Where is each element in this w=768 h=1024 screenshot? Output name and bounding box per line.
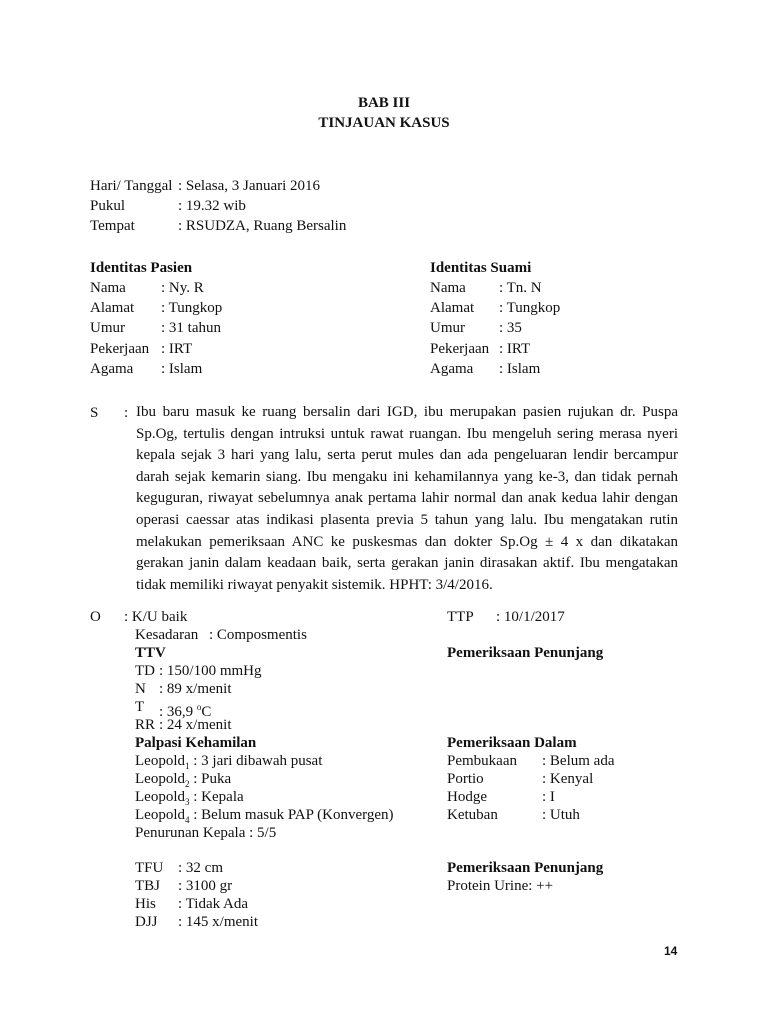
husband-age-value: : 35 bbox=[499, 320, 522, 336]
kesadaran-label: Kesadaran bbox=[135, 627, 199, 643]
husband-name-value: : Tn. N bbox=[499, 280, 542, 296]
ttp-value: : 10/1/2017 bbox=[496, 609, 565, 625]
patient-name-label: Nama bbox=[90, 280, 126, 296]
his-value: : Tidak Ada bbox=[178, 896, 249, 912]
t-value: : 36,9 bbox=[159, 704, 197, 720]
dalam-heading: Pemeriksaan Dalam bbox=[447, 735, 577, 751]
rr-label: RR bbox=[135, 717, 156, 733]
patient-religion-value: : Islam bbox=[161, 361, 203, 377]
ketuban-value: : Utuh bbox=[542, 807, 580, 823]
ttv-heading: TTV bbox=[135, 645, 166, 661]
hodge-value: : I bbox=[542, 789, 555, 805]
ku-value: : K/U baik bbox=[124, 609, 188, 625]
patient-job-value: : IRT bbox=[161, 341, 193, 357]
portio-value: : Kenyal bbox=[542, 771, 594, 787]
n-value: : 89 x/menit bbox=[159, 681, 232, 697]
husband-address-label: Alamat bbox=[430, 300, 475, 316]
leopold-2: Leopold$_2$ : Puka bbox=[135, 771, 232, 789]
time-value: : 19.32 wib bbox=[178, 198, 246, 214]
tfu-label: TFU bbox=[135, 860, 164, 876]
husband-address-value: : Tungkop bbox=[499, 300, 561, 316]
tfu-value: : 32 cm bbox=[178, 860, 223, 876]
patient-address-value: : Tungkop bbox=[161, 300, 223, 316]
ttp-label: TTP bbox=[447, 609, 474, 625]
chapter-title: TINJAUAN KASUS bbox=[318, 115, 450, 131]
n-label: N bbox=[135, 681, 146, 697]
patient-job-label: Pekerjaan bbox=[90, 341, 150, 357]
place-label: Tempat bbox=[90, 218, 135, 234]
day-value: : Selasa, 3 Januari 2016 bbox=[178, 178, 321, 194]
patient-age-label: Umur bbox=[90, 320, 125, 336]
subjective-text: Ibu baru masuk ke ruang bersalin dari IGD, ibu merupakan pasien rujukan dr. Puspa Sp.Og, tertulis dengan intruksi untuk rawat ruangan. Ibu mengeluh sering merasa nyeri kepala sejak 3 hari yang lalu, serta perut mules dan ada pengeluaran lendir bercampur darah sejak kemarin siang. Ibu mengaku ini kehamilannya yang ke-3, dan tidak pernah keguguran, riwayat sebelumnya anak pertama lahir normal dan anak kedua lahir dengan operasi caessar atas indikasi plasenta previa 5 tahun yang lalu. Ibu mengatakan rutin melakukan pemeriksaan ANC ke puskesmas dan dokter Sp.Og ± 4 x dan dikatakan gerakan janin dalam keadaan baik, serta gerakan janin dirasakan aktif. Ibu mengatakan tidak memiliki riwayat penyakit sistemik. HPHT: 3/4/2016. bbox=[136, 404, 678, 593]
t-degree: o bbox=[196, 702, 202, 712]
his-label: His bbox=[135, 896, 156, 912]
ketuban-label: Ketuban bbox=[447, 807, 498, 823]
leopold-4: Leopold$_4$ : Belum masuk PAP (Konvergen) bbox=[135, 807, 394, 825]
husband-religion-value: : Islam bbox=[499, 361, 541, 377]
kesadaran-value: : Composmentis bbox=[209, 627, 307, 643]
subjective-letter: S bbox=[90, 405, 99, 421]
patient-address-label: Alamat bbox=[90, 300, 135, 316]
objective-letter: O bbox=[90, 609, 101, 625]
chapter-heading: BAB III bbox=[357, 95, 411, 111]
penunjang-heading: Pemeriksaan Penunjang bbox=[447, 645, 604, 661]
td-value: : 150/100 mmHg bbox=[159, 663, 262, 679]
palpasi-heading: Palpasi Kehamilan bbox=[135, 735, 257, 751]
t-label: T bbox=[135, 699, 145, 715]
subjective-colon: : bbox=[124, 405, 129, 421]
hodge-label: Hodge bbox=[447, 789, 487, 805]
tbj-value: : 3100 gr bbox=[178, 878, 233, 894]
patient-heading: Identitas Pasien bbox=[90, 260, 193, 276]
patient-religion-label: Agama bbox=[90, 361, 134, 377]
leopold-1: Leopold$_1$ : 3 jari dibawah pusat bbox=[135, 753, 323, 771]
husband-job-label: Pekerjaan bbox=[430, 341, 490, 357]
day-label: Hari/ Tanggal bbox=[90, 178, 173, 194]
husband-heading: Identitas Suami bbox=[430, 260, 532, 276]
tbj-label: TBJ bbox=[135, 878, 161, 894]
pembukaan-label: Pembukaan bbox=[447, 753, 517, 769]
rr-value: : 24 x/menit bbox=[159, 717, 232, 733]
pembukaan-value: : Belum ada bbox=[542, 753, 615, 769]
penunjang2-heading: Pemeriksaan Penunjang bbox=[447, 860, 604, 876]
leopold-3: Leopold$_3$ : Kepala bbox=[135, 789, 244, 807]
patient-age-value: : 31 tahun bbox=[161, 320, 221, 336]
page-number: 14 bbox=[664, 944, 678, 958]
husband-name-label: Nama bbox=[430, 280, 466, 296]
djj-value: : 145 x/menit bbox=[178, 914, 258, 930]
patient-name-value: : Ny. R bbox=[161, 280, 204, 296]
penurunan-kepala: Penurunan Kepala : 5/5 bbox=[135, 825, 277, 841]
t-unit: C bbox=[201, 704, 212, 720]
husband-age-label: Umur bbox=[430, 320, 465, 336]
husband-religion-label: Agama bbox=[430, 361, 474, 377]
djj-label: DJJ bbox=[135, 914, 158, 930]
time-label: Pukul bbox=[90, 198, 126, 214]
protein-urine: Protein Urine: ++ bbox=[447, 878, 554, 894]
portio-label: Portio bbox=[447, 771, 484, 787]
husband-job-value: : IRT bbox=[499, 341, 531, 357]
td-label: TD bbox=[135, 663, 155, 679]
place-value: : RSUDZA, Ruang Bersalin bbox=[178, 218, 347, 234]
